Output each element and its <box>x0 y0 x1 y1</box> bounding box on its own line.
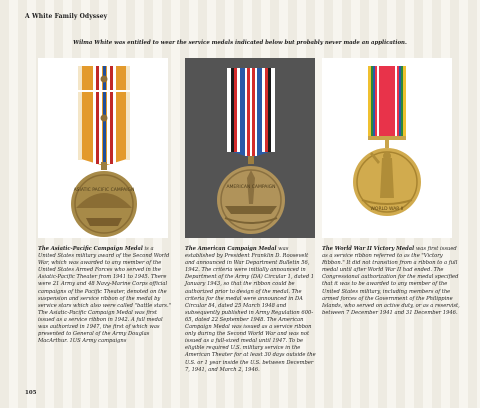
caption-body: is a United States military award of the Second World War, which was awarded to any member of the United States Armed Forces who served in the Asiatic-Pacific Theater from 1941 to 1945. There were 21 Army and 48 Navy-Marine Corps official campaigns of the Pacific Theater, denoted on the suspension and service ribbon of the medal by service stars which also were called "battle stars." The Asiatic-Pacific Campaign Medal was first issued as a service ribbon in 1942. A full medal was authorized in 1947, the first of which was presented to General of the Army Douglas MacArthur. 1US Army campaigns <box>38 246 172 345</box>
caption-victory <box>322 246 462 317</box>
caption-american-campaign <box>185 246 317 374</box>
victory-inscription: WORLD WAR II <box>370 207 404 212</box>
asiatic-pacific-medal-image <box>38 58 168 238</box>
caption-asiatic-pacific <box>38 246 171 345</box>
caption-title: The Asiatic-Pacific Campaign Medal <box>38 246 143 252</box>
american-campaign-medal-image <box>185 58 315 238</box>
caption-title: The American Campaign Medal <box>185 246 277 252</box>
book-title: A White Family Odyssey <box>25 13 108 20</box>
caption-body: was first issued as a service ribbon referred to as the "Victory Ribbon." It did not transition from a ribbon to a full medal until after World War II had ended. The Congressional authorization for the medal specified that it was to be awarded to any member of the United States military, including members of the armed forces of the Government of the Philippine Islands, who served on active duty, or as a reservist, between 7 December 1941 and 31 December 1946. <box>322 246 460 316</box>
intro-text: Wilma White was entitled to wear the service medals indicated below but probably never made an application. <box>73 40 407 46</box>
asiatic-pacific-inscription: ASIATIC PACIFIC CAMPAIGN <box>73 188 135 193</box>
caption-body: was established by President Franklin D. Roosevelt and announced in War Department Bulletin 56, 1942. The criteria were initially announced in Department of the Army (DA) Circular 1, dated 1 January 1943, so that the ribbon could be authorized prior to design of the medal. The criteria for the medal were announced in DA Circular 84, dated 25 March 1948 and subsequently published in Army Regulation 600-65, dated 22 September 1948. The American Campaign Medal was issued as a service ribbon only during the Second World War and was not issued as a full-sized medal until 1947. To be eligible required U.S. military service in the American Theater for at least 30 days outside the U.S. or 1 year inside the U.S. between December 7, 1941, and March 2, 1946. <box>185 246 316 373</box>
victory-medal-image <box>322 58 452 238</box>
caption-title: The World War II Victory Medal <box>322 246 415 252</box>
page <box>25 8 460 403</box>
page-number: 105 <box>25 390 37 396</box>
american-campaign-inscription: AMERICAN CAMPAIGN <box>226 185 276 190</box>
